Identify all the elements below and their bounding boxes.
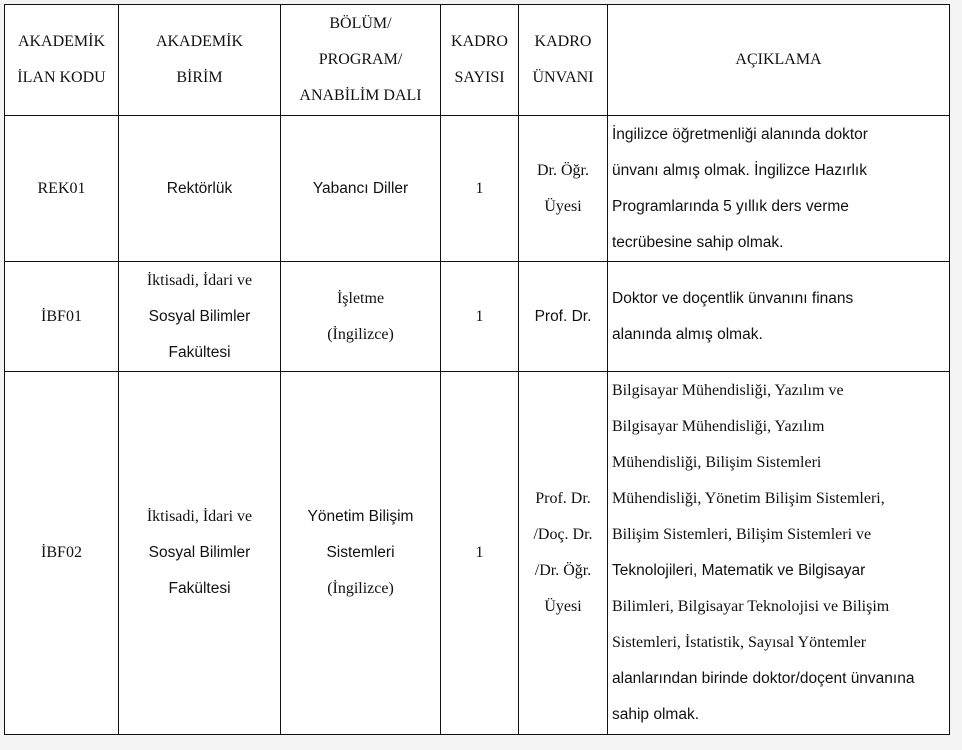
cell-code: İBF01 <box>5 262 119 372</box>
cell-count: 1 <box>441 116 519 262</box>
cell-unit: İktisadi, İdari ve Sosyal Bilimler Fakültesi <box>119 262 281 372</box>
header-title: KADRO ÜNVANI <box>519 5 608 116</box>
table-row <box>5 372 950 735</box>
header-dept: BÖLÜM/ PROGRAM/ ANABİLİM DALI <box>281 5 441 116</box>
academic-positions-table <box>4 4 950 735</box>
cell-dept: Yönetim Bilişim Sistemleri (İngilizce) <box>281 372 441 735</box>
cell-desc: İngilizce öğretmenliği alanında doktor ünvanı almış olmak. İngilizce Hazırlık Programlarında 5 yıllık ders verme tecrübesine sahip olmak. <box>608 116 950 262</box>
cell-code: İBF02 <box>5 372 119 735</box>
header-desc: AÇIKLAMA <box>608 5 950 116</box>
cell-code: REK01 <box>5 116 119 262</box>
cell-dept: Yabancı Diller <box>281 116 441 262</box>
cell-count: 1 <box>441 262 519 372</box>
table-row <box>5 116 950 262</box>
table-row <box>5 262 950 372</box>
header-count: KADRO SAYISI <box>441 5 519 116</box>
header-row <box>5 5 950 116</box>
cell-title: Prof. Dr. /Doç. Dr. /Dr. Öğr. Üyesi <box>519 372 608 735</box>
header-unit: AKADEMİK BİRİM <box>119 5 281 116</box>
cell-dept: İşletme (İngilizce) <box>281 262 441 372</box>
header-code: AKADEMİK İLAN KODU <box>5 5 119 116</box>
cell-desc: Bilgisayar Mühendisliği, Yazılım ve Bilgisayar Mühendisliği, Yazılım Mühendisliği, Bilişim Sistemleri Mühendisliği, Yönetim Bilişim Sistemleri, Bilişim Sistemleri, Bilişim Sistemleri ve Teknolojileri, Matematik ve Bilgisayar Bilimleri, Bilgisayar Teknolojisi ve Bilişim Sistemleri, İstatistik, Sayısal Yöntemler alanlarından birinde doktor/doçent ünvanına sahip olmak. <box>608 372 950 735</box>
cell-title: Prof. Dr. <box>519 262 608 372</box>
cell-unit: Rektörlük <box>119 116 281 262</box>
cell-desc: Doktor ve doçentlik ünvanını finans alanında almış olmak. <box>608 262 950 372</box>
cell-unit: İktisadi, İdari ve Sosyal Bilimler Fakültesi <box>119 372 281 735</box>
cell-count: 1 <box>441 372 519 735</box>
cell-title: Dr. Öğr. Üyesi <box>519 116 608 262</box>
